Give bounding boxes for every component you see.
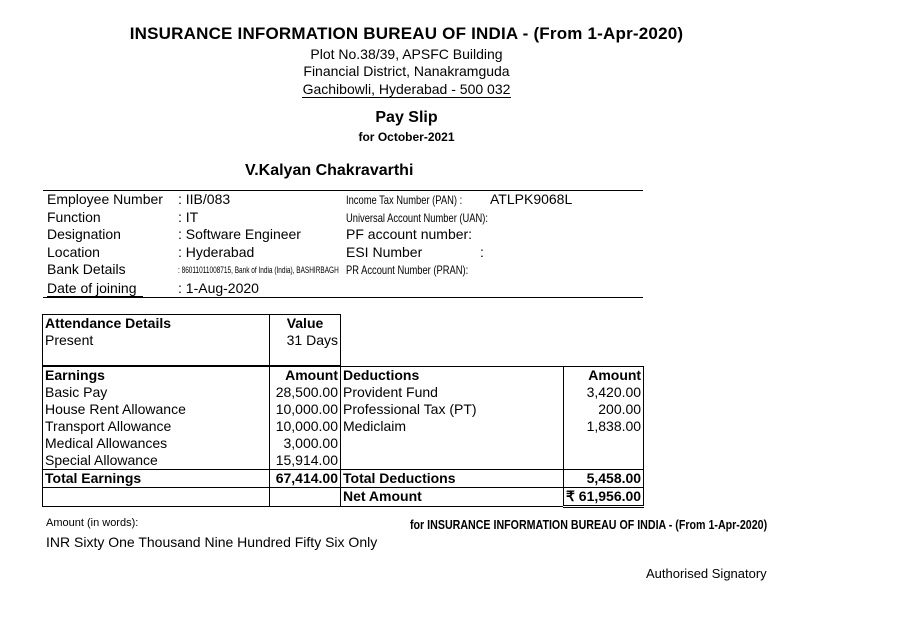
earnings-amount: 3,000.00 — [270, 435, 341, 452]
deductions-header-amount: Amount — [564, 367, 644, 385]
earnings-amount: 10,000.00 — [270, 418, 341, 435]
authorised-signatory: Authorised Signatory — [646, 566, 767, 581]
slip-title: Pay Slip — [375, 109, 438, 126]
company-address-line2: Financial District, Nanakramguda — [303, 63, 510, 79]
field-label-bank-details: Bank Details — [47, 261, 126, 277]
field-value-bank-details: : 86011011008715, Bank of India (India), BASHIRBAGH — [178, 265, 339, 275]
net-amount-label: Net Amount — [341, 488, 564, 507]
attendance-value-present: 31 Days — [270, 332, 341, 349]
field-value-designation: : Software Engineer — [178, 226, 301, 242]
field-label-pran: PR Account Number (PRAN): — [346, 263, 469, 277]
attendance-empty-cell — [270, 349, 341, 366]
net-amount-value: ₹ 61,956.00 — [564, 488, 644, 507]
total-deductions-label: Total Deductions — [341, 470, 564, 488]
amount-in-words-label: Amount (in words): — [46, 517, 139, 529]
field-label-designation: Designation — [47, 226, 121, 242]
earnings-label: Special Allowance — [43, 452, 270, 470]
total-earnings-label: Total Earnings — [43, 470, 270, 488]
field-label-pf-number: PF account number: — [346, 226, 473, 242]
earnings-header-amount: Amount — [270, 367, 341, 385]
deductions-amount: 3,420.00 — [564, 384, 644, 401]
company-address-line1: Plot No.38/39, APSFC Building — [310, 46, 503, 62]
company-address-line3: Gachibowli, Hyderabad - 500 032 — [302, 81, 511, 97]
deductions-label: Provident Fund — [341, 384, 564, 401]
field-value-employee-number: : IIB/083 — [178, 191, 231, 207]
field-label-function: Function — [47, 209, 101, 225]
for-company: for INSURANCE INFORMATION BUREAU OF INDIA - (From 1-Apr-2020) — [410, 517, 768, 532]
field-value-function: : IT — [178, 209, 199, 225]
earnings-label: House Rent Allowance — [43, 401, 270, 418]
earnings-label: Basic Pay — [43, 384, 270, 401]
attendance-header-label: Attendance Details — [43, 315, 270, 333]
field-label-employee-number: Employee Number — [47, 191, 163, 207]
employee-name: V.Kalyan Chakravarthi — [245, 162, 414, 179]
deductions-empty-cell — [564, 435, 644, 452]
earnings-empty-cell — [270, 488, 341, 507]
deductions-empty-cell — [341, 452, 564, 470]
slip-period: for October-2021 — [358, 130, 455, 144]
field-label-esi-number: ESI Number — [346, 244, 423, 260]
attendance-table — [42, 314, 341, 366]
earnings-empty-cell — [43, 488, 270, 507]
field-label-date-of-joining: Date of joining — [47, 280, 137, 296]
field-label-location: Location — [47, 244, 100, 260]
attendance-header-value: Value — [270, 315, 341, 333]
amount-in-words: INR Sixty One Thousand Nine Hundred Fifty Six Only — [46, 534, 378, 550]
company-address-line3-wrapper — [0, 81, 813, 97]
earnings-deductions-table — [42, 366, 644, 508]
field-label-pan: Income Tax Number (PAN) : — [346, 193, 463, 207]
details-bottom-rule — [43, 297, 643, 298]
earnings-header-label: Earnings — [43, 367, 270, 385]
deductions-header-label: Deductions — [341, 367, 564, 385]
deductions-label: Professional Tax (PT) — [341, 401, 564, 418]
field-value-date-of-joining: : 1-Aug-2020 — [178, 280, 259, 296]
attendance-label-present: Present — [43, 332, 270, 349]
deductions-label: Mediclaim — [341, 418, 564, 435]
total-earnings-amount: 67,414.00 — [270, 470, 341, 488]
attendance-empty-cell — [43, 349, 270, 366]
deductions-empty-cell — [564, 452, 644, 470]
earnings-amount: 28,500.00 — [270, 384, 341, 401]
earnings-label: Medical Allowances — [43, 435, 270, 452]
field-label-uan: Universal Account Number (UAN): — [346, 211, 489, 225]
company-name: INSURANCE INFORMATION BUREAU OF INDIA - (From 1-Apr-2020) — [129, 24, 684, 43]
deductions-amount: 1,838.00 — [564, 418, 644, 435]
deductions-empty-cell — [341, 435, 564, 452]
earnings-label: Transport Allowance — [43, 418, 270, 435]
field-value-location: : Hyderabad — [178, 244, 255, 260]
earnings-amount: 10,000.00 — [270, 401, 341, 418]
earnings-amount: 15,914.00 — [270, 452, 341, 470]
field-value-pan: ATLPK9068L — [490, 191, 573, 207]
deductions-amount: 200.00 — [564, 401, 644, 418]
field-value-esi-number: : — [480, 244, 484, 260]
total-deductions-amount: 5,458.00 — [564, 470, 644, 488]
